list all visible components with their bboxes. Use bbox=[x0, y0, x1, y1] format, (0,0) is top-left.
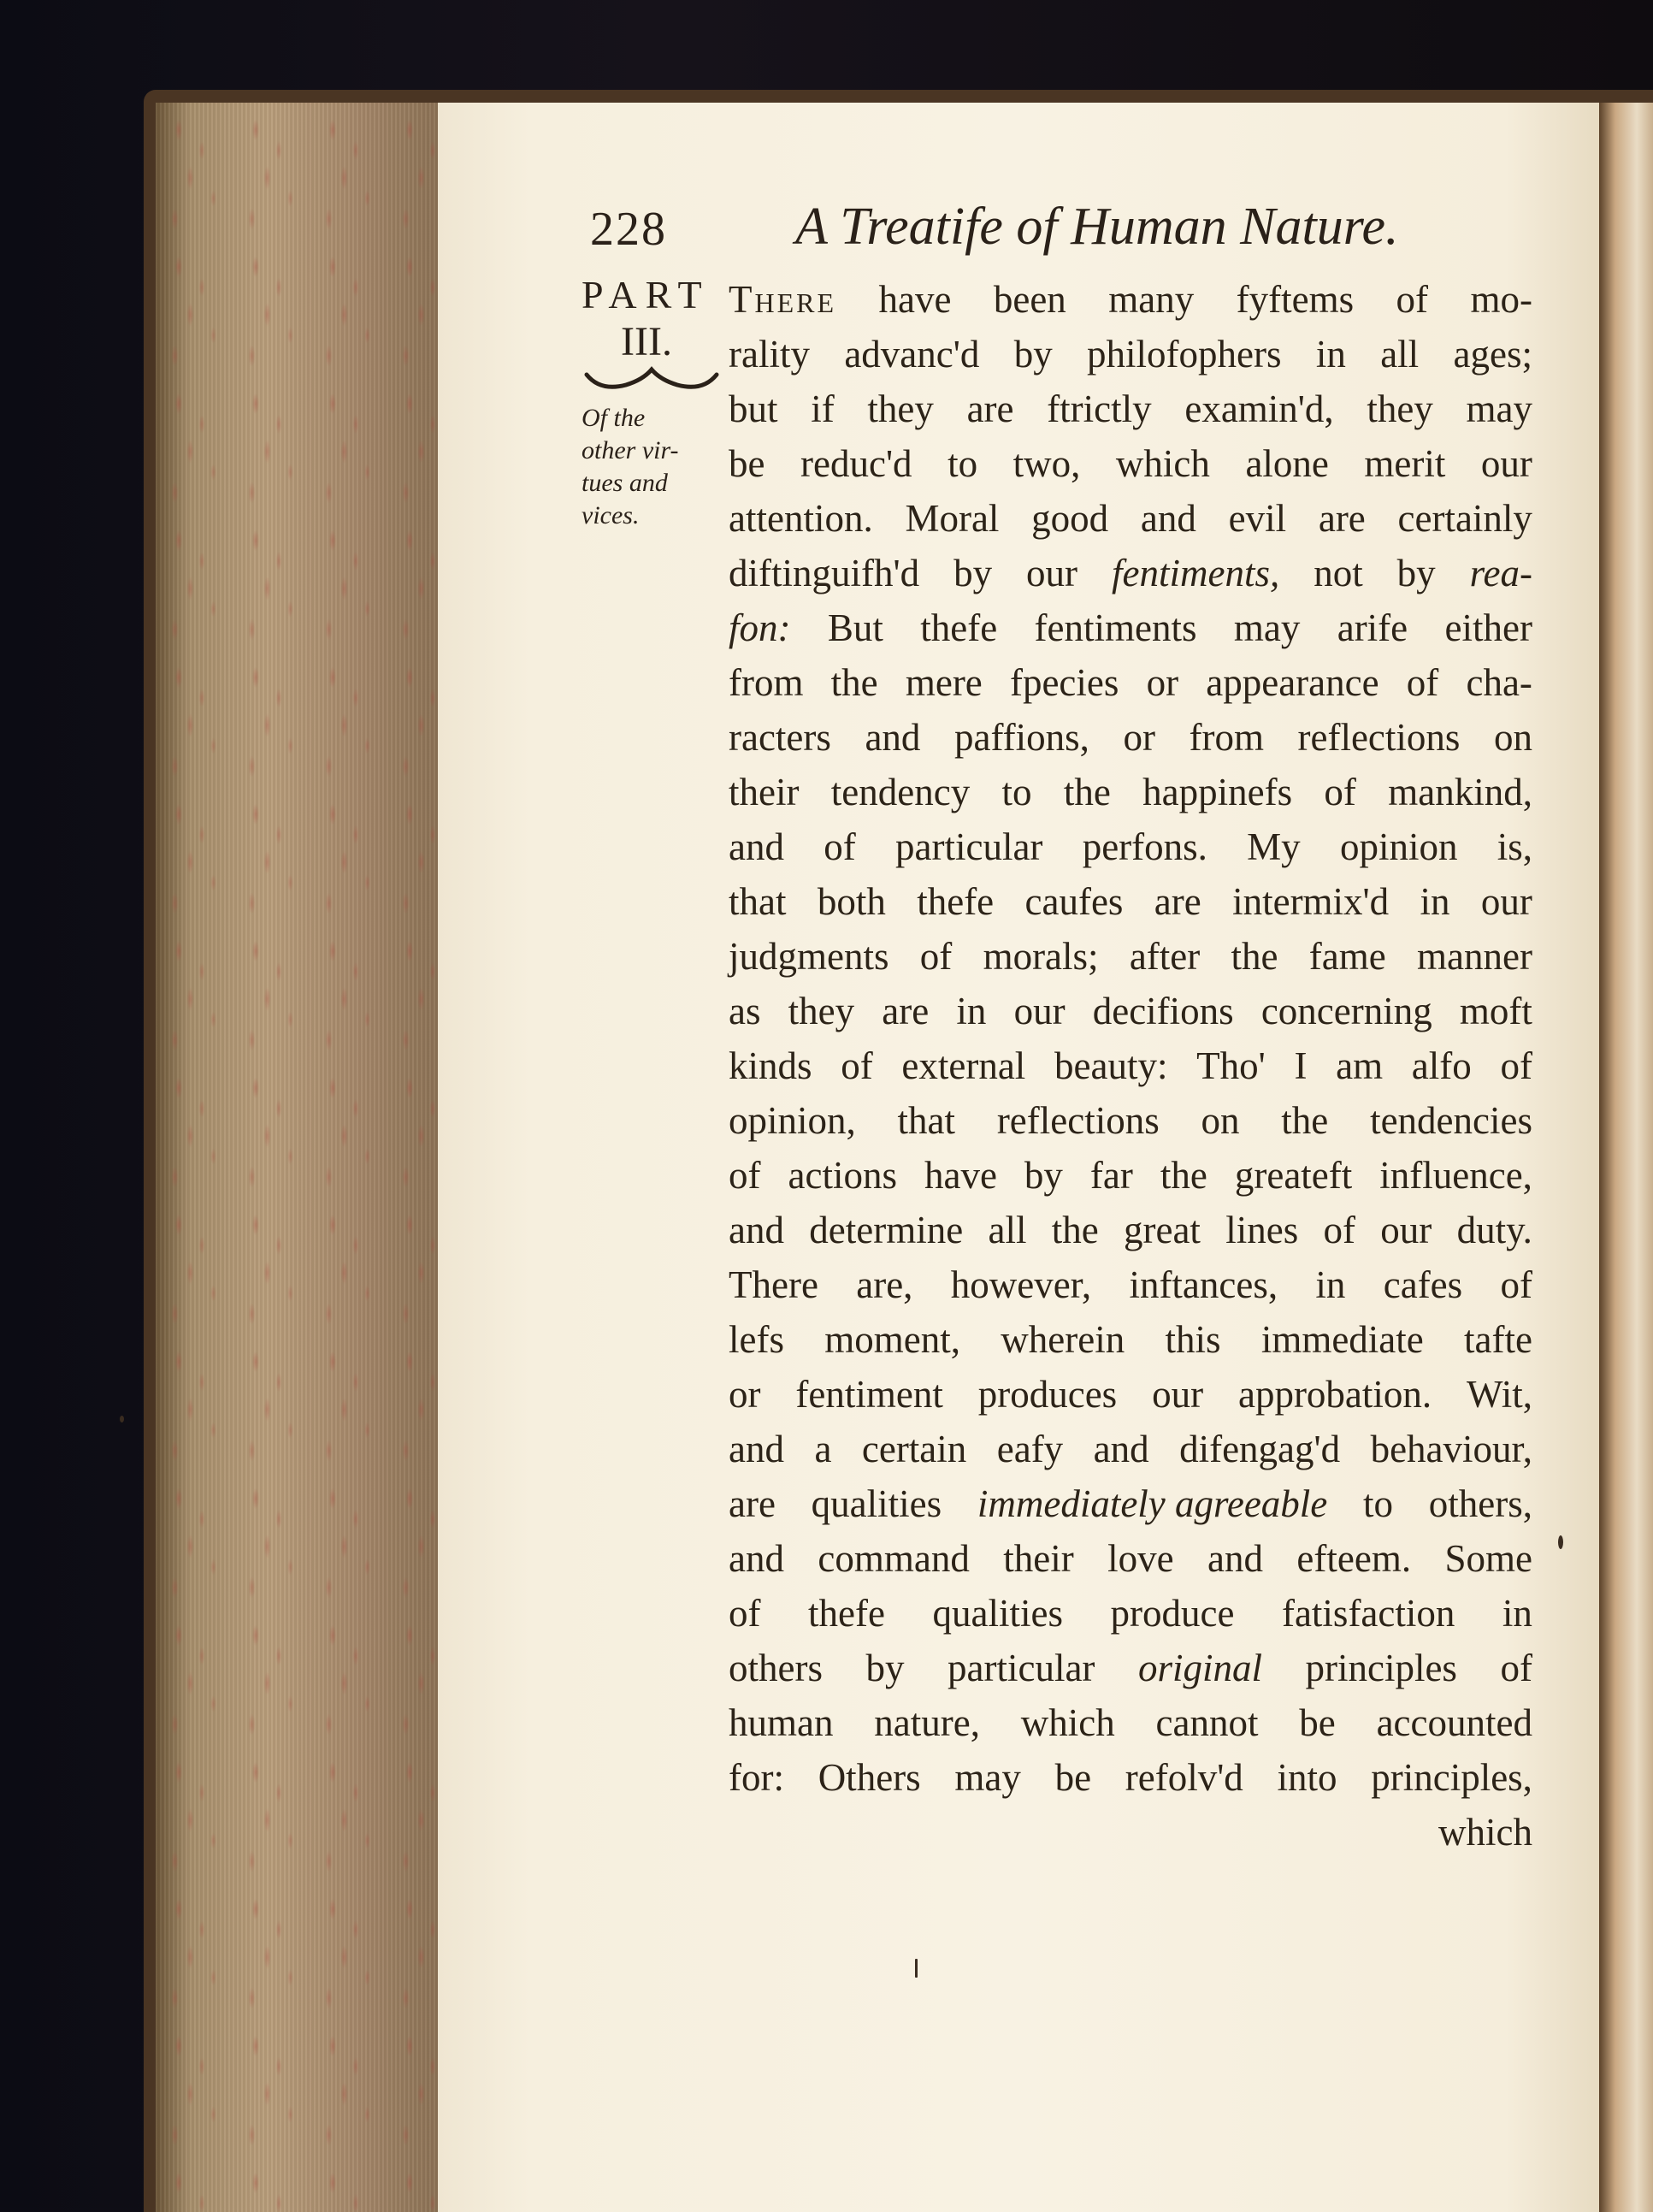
word: after bbox=[1129, 935, 1201, 978]
word: of bbox=[1500, 1263, 1532, 1306]
word: certainly bbox=[1397, 497, 1532, 540]
word: moment, bbox=[824, 1318, 960, 1361]
word: this bbox=[1165, 1318, 1221, 1361]
word: are bbox=[966, 387, 1014, 430]
word: but bbox=[729, 387, 778, 430]
word: cannot bbox=[1155, 1701, 1259, 1744]
text-line bbox=[729, 929, 1532, 984]
margin-part-number: III. bbox=[621, 319, 672, 364]
word: which bbox=[1115, 442, 1210, 485]
word: by bbox=[865, 1647, 905, 1689]
word: and bbox=[1093, 1428, 1149, 1470]
word: the bbox=[830, 661, 878, 704]
word: happinefs bbox=[1142, 771, 1293, 813]
word: and bbox=[865, 716, 921, 759]
word: am bbox=[1336, 1044, 1384, 1087]
word: which bbox=[1020, 1701, 1115, 1744]
word: not bbox=[1314, 552, 1363, 594]
word: or bbox=[729, 1373, 761, 1416]
word: perfons. bbox=[1082, 825, 1207, 868]
text-line bbox=[729, 1531, 1532, 1586]
text-line bbox=[729, 1093, 1532, 1148]
word: of bbox=[1500, 1647, 1532, 1689]
word: are bbox=[1318, 497, 1366, 540]
word: be bbox=[1299, 1701, 1336, 1744]
word: they bbox=[788, 990, 855, 1032]
word: are, bbox=[856, 1263, 913, 1306]
word: on bbox=[1493, 716, 1532, 759]
margin-brace-ornament bbox=[583, 366, 720, 400]
word: that bbox=[729, 880, 787, 923]
word: thefe bbox=[917, 880, 995, 923]
word: determine bbox=[809, 1209, 964, 1251]
word: and bbox=[1207, 1537, 1263, 1580]
word: our bbox=[1480, 880, 1532, 923]
text-line bbox=[729, 984, 1532, 1038]
word: or bbox=[1123, 716, 1155, 759]
word: are bbox=[1154, 880, 1201, 923]
word: that bbox=[897, 1099, 956, 1142]
word: be bbox=[1054, 1756, 1092, 1799]
paper-speck bbox=[120, 1416, 124, 1422]
word: are bbox=[882, 990, 930, 1032]
word: of bbox=[824, 825, 856, 868]
word: reflections bbox=[1297, 716, 1461, 759]
word: tendencies bbox=[1370, 1099, 1532, 1142]
text-line bbox=[729, 1641, 1532, 1695]
word: efteem. bbox=[1296, 1537, 1412, 1580]
word: opinion, bbox=[729, 1099, 856, 1142]
text-line bbox=[729, 272, 1532, 327]
word: however, bbox=[950, 1263, 1092, 1306]
text-line bbox=[729, 491, 1532, 546]
word: our bbox=[1013, 990, 1066, 1032]
word: produces bbox=[977, 1373, 1118, 1416]
word: principles bbox=[1305, 1647, 1457, 1689]
word: principles, bbox=[1371, 1756, 1532, 1799]
margin-note bbox=[582, 402, 718, 532]
word: fentiment bbox=[795, 1373, 943, 1416]
word: certain bbox=[861, 1428, 967, 1470]
word: judgments bbox=[729, 935, 889, 978]
word: fyftems bbox=[1236, 278, 1355, 321]
word: opinion bbox=[1339, 825, 1458, 868]
word: behaviour, bbox=[1370, 1428, 1532, 1470]
word: reflections bbox=[996, 1099, 1160, 1142]
word: mere bbox=[905, 661, 983, 704]
word: human bbox=[729, 1701, 834, 1744]
word: into bbox=[1277, 1756, 1337, 1799]
word: to bbox=[1001, 771, 1032, 813]
text-line bbox=[729, 381, 1532, 436]
word: alfo bbox=[1411, 1044, 1472, 1087]
word: all bbox=[1380, 333, 1420, 376]
word: nature, bbox=[874, 1701, 980, 1744]
word: of bbox=[1396, 278, 1429, 321]
word: lines bbox=[1225, 1209, 1299, 1251]
word: in bbox=[1420, 880, 1450, 923]
word: our bbox=[1026, 552, 1078, 594]
word: they bbox=[1367, 387, 1433, 430]
word: by bbox=[1024, 1154, 1063, 1197]
facing-page-edge bbox=[1599, 103, 1653, 2212]
word: the bbox=[1231, 935, 1278, 978]
word: from bbox=[1189, 716, 1264, 759]
word: and bbox=[729, 825, 784, 868]
word: external bbox=[901, 1044, 1026, 1087]
word: love bbox=[1107, 1537, 1174, 1580]
word: advanc'd bbox=[844, 333, 980, 376]
word: of bbox=[1323, 1209, 1355, 1251]
margin-note-line: Of the bbox=[582, 404, 646, 432]
text-line bbox=[729, 874, 1532, 929]
page-number: 228 bbox=[590, 203, 667, 256]
word: fame bbox=[1308, 935, 1386, 978]
word: evil bbox=[1228, 497, 1287, 540]
text-line bbox=[729, 546, 1532, 600]
word: ages; bbox=[1453, 333, 1532, 376]
word: wherein bbox=[1001, 1318, 1125, 1361]
text-line bbox=[729, 655, 1532, 710]
word: both bbox=[817, 880, 886, 923]
word: on bbox=[1201, 1099, 1240, 1142]
word: of bbox=[1324, 771, 1356, 813]
word: their bbox=[1003, 1537, 1074, 1580]
word: fentiments, bbox=[1112, 552, 1280, 594]
word: immediate bbox=[1260, 1318, 1424, 1361]
word: great bbox=[1124, 1209, 1201, 1251]
word: examin'd, bbox=[1184, 387, 1334, 430]
text-line bbox=[729, 1312, 1532, 1367]
word: either bbox=[1444, 606, 1532, 649]
word: produce bbox=[1110, 1592, 1235, 1635]
word: may bbox=[954, 1756, 1021, 1799]
catchword-line bbox=[729, 1805, 1532, 1860]
word: There bbox=[729, 278, 837, 321]
word: cha- bbox=[1466, 661, 1532, 704]
body-text bbox=[729, 272, 1532, 1860]
word: the bbox=[1160, 1154, 1207, 1197]
text-line bbox=[729, 327, 1532, 381]
margin-part-label: PART bbox=[582, 273, 711, 316]
word: many bbox=[1108, 278, 1195, 321]
word: and bbox=[729, 1428, 784, 1470]
word: original bbox=[1137, 1647, 1262, 1689]
word: decifions bbox=[1092, 990, 1234, 1032]
word: two, bbox=[1012, 442, 1081, 485]
word: the bbox=[1051, 1209, 1099, 1251]
word: racters bbox=[729, 716, 831, 759]
word: rea- bbox=[1469, 552, 1532, 594]
word: their bbox=[729, 771, 800, 813]
word: tafte bbox=[1464, 1318, 1532, 1361]
text-line bbox=[729, 600, 1532, 655]
word: and bbox=[729, 1537, 784, 1580]
text-line bbox=[729, 436, 1532, 491]
text-line bbox=[729, 1038, 1532, 1093]
word: fentiments bbox=[1034, 606, 1197, 649]
word: of bbox=[729, 1592, 761, 1635]
word: by bbox=[1013, 333, 1053, 376]
word: in bbox=[956, 990, 987, 1032]
word: and bbox=[1140, 497, 1196, 540]
word: the bbox=[1281, 1099, 1329, 1142]
word: good bbox=[1031, 497, 1109, 540]
word: philofophers bbox=[1087, 333, 1282, 376]
word: Tho' bbox=[1196, 1044, 1266, 1087]
word: have bbox=[878, 278, 952, 321]
word: the bbox=[1063, 771, 1111, 813]
word: immediately agreeable bbox=[977, 1482, 1328, 1525]
word: Others bbox=[818, 1756, 921, 1799]
word: concerning bbox=[1260, 990, 1432, 1032]
word: to bbox=[948, 442, 978, 485]
text-line bbox=[729, 765, 1532, 819]
word: a bbox=[814, 1428, 832, 1470]
word: morals; bbox=[983, 935, 1099, 978]
word: may bbox=[1233, 606, 1301, 649]
word: lefs bbox=[729, 1318, 784, 1361]
word: But bbox=[827, 606, 883, 649]
word: Wit, bbox=[1467, 1373, 1532, 1416]
word: to bbox=[1363, 1482, 1394, 1525]
word: by bbox=[1396, 552, 1436, 594]
word: qualities bbox=[811, 1482, 942, 1525]
word: kinds bbox=[729, 1044, 812, 1087]
text-line bbox=[729, 1586, 1532, 1641]
word: others bbox=[729, 1647, 823, 1689]
word: for: bbox=[729, 1756, 784, 1799]
word: greateft bbox=[1234, 1154, 1353, 1197]
word: rality bbox=[729, 333, 810, 376]
word: far bbox=[1089, 1154, 1133, 1197]
word: Some bbox=[1444, 1537, 1532, 1580]
text-line bbox=[729, 1367, 1532, 1422]
word: fatisfaction bbox=[1281, 1592, 1455, 1635]
word: in bbox=[1315, 333, 1346, 376]
word: paffions, bbox=[953, 716, 1089, 759]
text-line bbox=[729, 1695, 1532, 1750]
word: reduc'd bbox=[800, 442, 912, 485]
word: duty. bbox=[1456, 1209, 1532, 1251]
text-line bbox=[729, 1476, 1532, 1531]
word: intermix'd bbox=[1232, 880, 1390, 923]
word: of bbox=[841, 1044, 873, 1087]
word: refolv'd bbox=[1125, 1756, 1243, 1799]
word: caufes bbox=[1024, 880, 1124, 923]
word: of bbox=[1500, 1044, 1532, 1087]
page-edges bbox=[156, 103, 438, 2212]
word: or bbox=[1146, 661, 1179, 704]
word: merit bbox=[1364, 442, 1446, 485]
word: diftinguifh'd bbox=[729, 552, 920, 594]
text-line bbox=[729, 1148, 1532, 1203]
text-line bbox=[729, 1422, 1532, 1476]
word: our bbox=[1480, 442, 1532, 485]
word: eafy bbox=[996, 1428, 1064, 1470]
word: There bbox=[729, 1263, 818, 1306]
word: manner bbox=[1417, 935, 1532, 978]
word: influence, bbox=[1379, 1154, 1532, 1197]
catchword: which bbox=[1438, 1811, 1532, 1854]
word: thefe bbox=[808, 1592, 885, 1635]
word: fon: bbox=[729, 606, 791, 649]
word: in bbox=[1315, 1263, 1346, 1306]
word: our bbox=[1380, 1209, 1432, 1251]
word: particular bbox=[948, 1647, 1095, 1689]
word: by bbox=[953, 552, 993, 594]
text-line bbox=[729, 1750, 1532, 1805]
word: our bbox=[1152, 1373, 1204, 1416]
word: attention. bbox=[729, 497, 873, 540]
text-line bbox=[729, 1257, 1532, 1312]
word: of bbox=[729, 1154, 761, 1197]
word: particular bbox=[895, 825, 1043, 868]
word: alone bbox=[1245, 442, 1329, 485]
word: accounted bbox=[1376, 1701, 1532, 1744]
word: been bbox=[993, 278, 1066, 321]
paper-speck bbox=[1558, 1535, 1563, 1549]
word: of bbox=[919, 935, 953, 978]
word: appearance bbox=[1206, 661, 1379, 704]
word: ftrictly bbox=[1047, 387, 1152, 430]
margin-note-line: tues and bbox=[582, 469, 668, 497]
word: in bbox=[1502, 1592, 1532, 1635]
word: may bbox=[1466, 387, 1532, 430]
word: all bbox=[988, 1209, 1027, 1251]
word: qualities bbox=[932, 1592, 1063, 1635]
word: have bbox=[924, 1154, 997, 1197]
word: thefe bbox=[920, 606, 998, 649]
word: from bbox=[729, 661, 804, 704]
word: difengag'd bbox=[1179, 1428, 1341, 1470]
word: actions bbox=[788, 1154, 897, 1197]
margin-note-line: vices. bbox=[582, 501, 640, 529]
word: approbation. bbox=[1237, 1373, 1432, 1416]
word: arife bbox=[1337, 606, 1408, 649]
word: mankind, bbox=[1388, 771, 1532, 813]
word: as bbox=[729, 990, 761, 1032]
word: tendency bbox=[830, 771, 971, 813]
word: command bbox=[818, 1537, 970, 1580]
word: I bbox=[1294, 1044, 1308, 1087]
word: fpecies bbox=[1009, 661, 1119, 704]
word: is, bbox=[1497, 825, 1532, 868]
text-line bbox=[729, 710, 1532, 765]
text-line bbox=[729, 1203, 1532, 1257]
word: be bbox=[729, 442, 765, 485]
word: of bbox=[1406, 661, 1439, 704]
word: others, bbox=[1428, 1482, 1532, 1525]
word: Moral bbox=[905, 497, 1000, 540]
word: they bbox=[867, 387, 934, 430]
text-line bbox=[729, 819, 1532, 874]
word: mo- bbox=[1470, 278, 1532, 321]
word: cafes bbox=[1383, 1263, 1463, 1306]
word: moft bbox=[1459, 990, 1532, 1032]
word: beauty: bbox=[1054, 1044, 1168, 1087]
word: My bbox=[1247, 825, 1301, 868]
word: are bbox=[729, 1482, 776, 1525]
word: inftances, bbox=[1129, 1263, 1278, 1306]
word: if bbox=[811, 387, 835, 430]
running-title: A Treatife of Human Nature. bbox=[795, 198, 1399, 256]
margin-note-line: other vir- bbox=[582, 436, 679, 464]
word: and bbox=[729, 1209, 784, 1251]
paper-speck bbox=[915, 1959, 918, 1978]
